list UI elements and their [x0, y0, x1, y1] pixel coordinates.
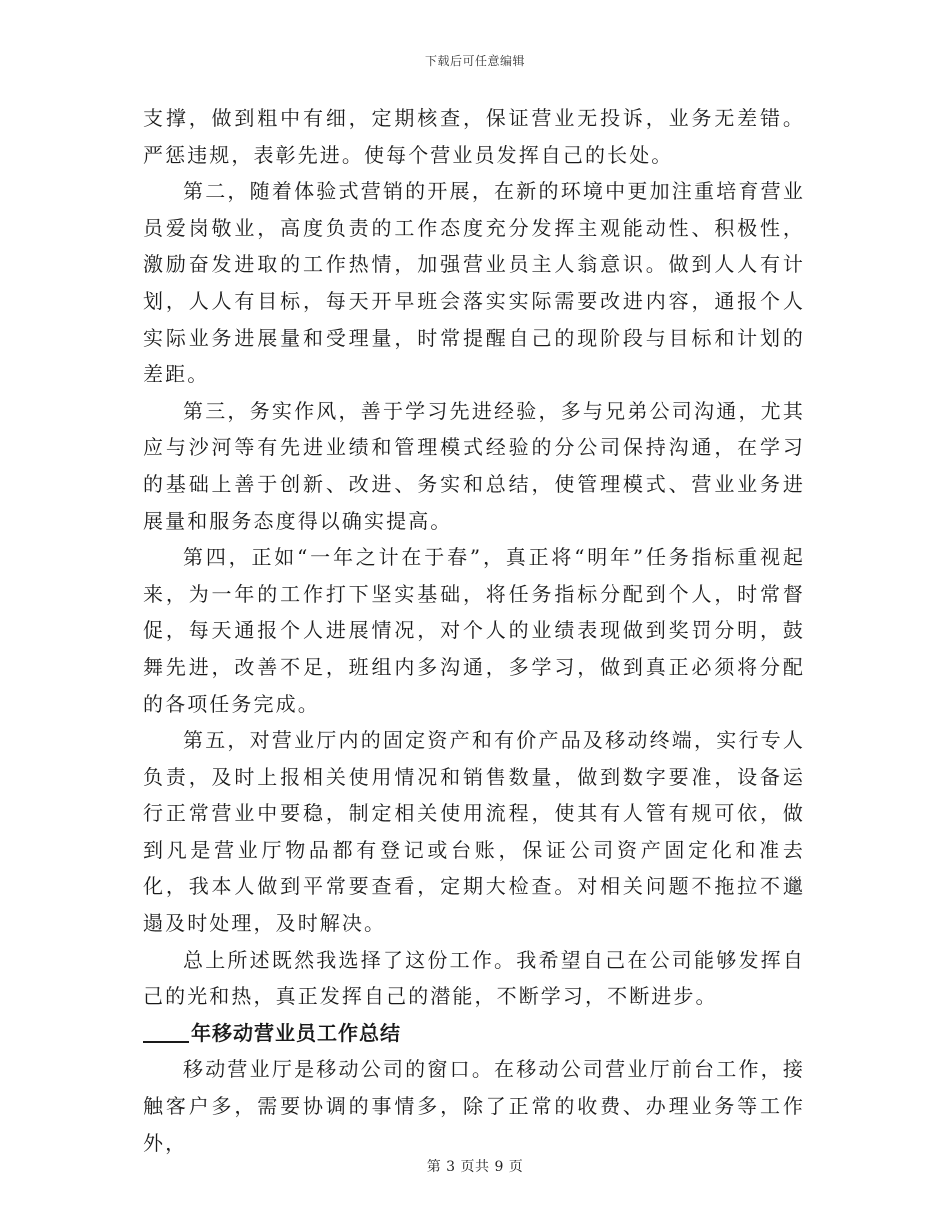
paragraph-point-three: 第三，务实作风，善于学习先进经验，多与兄弟公司沟通，尤其应与沙河等有先进业绩和管理模式经验的分公司保持沟通，在学习的基础上善于创新、改进、务实和总结，使管理模式、营业业务进展量和服务态度得以确实提高。	[143, 398, 805, 533]
title-blank-line	[143, 1019, 189, 1043]
paragraph-point-four: 第四，正如“一年之计在于春”，真正将“明年”任务指标重视起来，为一年的工作打下坚实基础，将任务指标分配到个人，时常督促，每天通报个人进展情况，对个人的业绩表现做到奖罚分明，鼓舞先进，改善不足，班组内多沟通，多学习，做到真正必须将分配的各项任务完成。	[143, 545, 805, 716]
page-header: 下载后可任意编辑	[424, 54, 525, 68]
paragraph-continued: 支撑，做到粗中有细，定期核查，保证营业无投诉，业务无差错。严惩违规，表彰先进。使每个营业员发挥自己的长处。	[143, 106, 805, 167]
paragraph-point-five: 第五，对营业厅内的固定资产和有价产品及移动终端，实行专人负责，及时上报相关使用情况和销售数量，做到数字要准，设备运行正常营业中要稳，制定相关使用流程，使其有人管有规可依，做到凡是营业厅物品都有登记或台账，保证公司资产固定化和准去化，我本人做到平常要查看，定期大检查。对相关问题不拖拉不邋遢及时处理，及时解决。	[143, 728, 805, 936]
paragraph-point-two: 第二，随着体验式营销的开展，在新的环境中更加注重培育营业员爱岗敬业，高度负责的工作态度充分发挥主观能动性、积极性，激励奋发进取的工作热情，加强营业员主人翁意识。做到人人有计划，人人有目标，每天开早班会落实实际需要改进内容，通报个人实际业务进展量和受理量，时常提醒自己的现阶段与目标和计划的差距。	[143, 179, 805, 387]
section-title	[143, 1015, 805, 1052]
section-title-text: 年移动营业员工作总结	[191, 1020, 401, 1045]
paragraph-conclusion: 总上所述既然我选择了这份工作。我希望自己在公司能够发挥自己的光和热，真正发挥自己的潜能，不断学习，不断进步。	[143, 947, 805, 1009]
document-body	[143, 100, 805, 1161]
section-intro-paragraph: 移动营业厅是移动公司的窗口。在移动公司营业厅前台工作，接触客户多，需要协调的事情多，除了正常的收费、办理业务等工作外，	[143, 1057, 805, 1155]
page-footer: 第 3 页共 9 页	[426, 1159, 524, 1175]
